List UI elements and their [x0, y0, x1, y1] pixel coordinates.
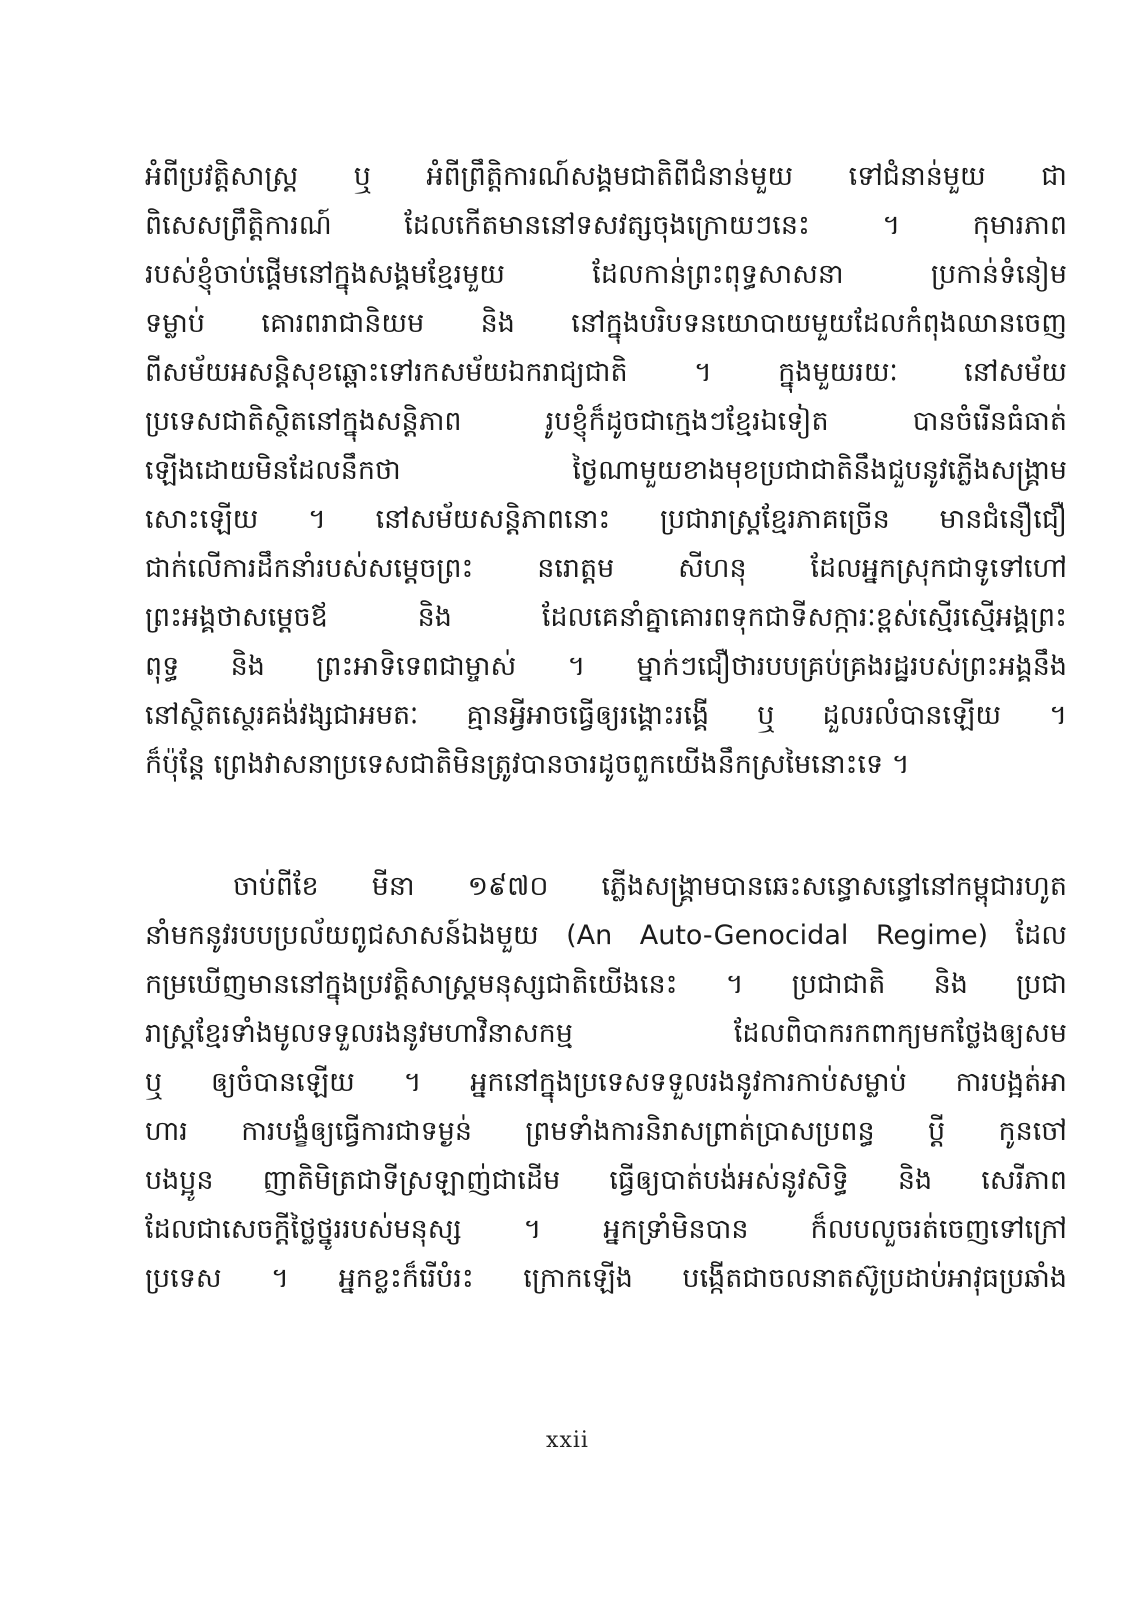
- page-number: xxii: [546, 1428, 589, 1453]
- paragraph-line: ចាប់ពីខែ មីនា ១៩៧០ ភ្លើងសង្គ្រាមបានឆេះសន្ធោសន្ធៅនៅកម្ពុជារហូត: [233, 871, 1067, 902]
- paragraph-line: ជាក់លើការដឹកនាំរបស់សម្តេចព្រះ នរោត្តម សីហនុ ដែលអ្នកស្រុកជាទូទៅហៅ: [145, 553, 1067, 584]
- paragraph-line: ពីសម័យអសន្តិសុខឆ្ពោះទៅរកសម័យឯករាជ្យជាតិ ។ ក្នុងមួយរយៈ នៅសម័យ: [145, 357, 1067, 388]
- paragraph-line: បងប្អូន ញាតិមិត្រជាទីស្រឡាញ់ជាដើម ធ្វើឲ្យបាត់បង់អស់នូវសិទ្ធិ និង សេរីភាព: [145, 1165, 1067, 1196]
- paragraph-line: របស់ខ្ញុំចាប់ផ្តើមនៅក្នុងសង្គមខ្មែរមួយ ដែលកាន់ព្រះពុទ្ធសាសនា ប្រកាន់ទំនៀម: [145, 259, 1067, 290]
- paragraph-line: ហារ ការបង្ខំឲ្យធ្វើការជាទម្ងន់ ព្រមទាំងការនិរាសព្រាត់ប្រាសប្រពន្ធ ប្តី កូនចៅ: [145, 1116, 1067, 1147]
- paragraph-line: រាស្ត្រខ្មែរទាំងមូលទទួលរងនូវមហាវិនាសកម្ម ដែលពិបាករកពាក្យមកថ្លែងឲ្យសម: [145, 1018, 1067, 1049]
- paragraph-1: [145, 152, 1067, 789]
- paragraph-line: សោះឡើយ ។ នៅសម័យសន្តិភាពនោះ ប្រជារាស្ត្រខ្មែរភាគច្រើន មានជំនឿជឿ: [145, 504, 1067, 535]
- paragraph-2: [145, 862, 1067, 1303]
- paragraph-line: ព្រះអង្គថាសម្តេចឪ និង ដែលគេនាំគ្នាគោរពទុកជាទីសក្ការៈខ្ពស់ស្មើរស្មើអង្គព្រះ: [145, 602, 1067, 633]
- paragraph-line: ប្រទេសជាតិស្ថិតនៅក្នុងសន្តិភាព រូបខ្ញុំក៏ដូចជាក្មេងៗខ្មែរឯទៀត បានចំរើនធំធាត់: [145, 406, 1067, 437]
- paragraph-line: ទម្លាប់ គោរពរាជានិយម និង នៅក្នុងបរិបទនយោបាយមួយដែលកំពុងឈានចេញ: [145, 308, 1067, 339]
- paragraph-line: ដែលជាសេចក្តីថ្លៃថ្នូររបស់មនុស្ស ។ អ្នកទ្រាំមិនបាន ក៏លបលួចរត់ចេញទៅក្រៅ: [145, 1214, 1067, 1245]
- paragraph-line: ក៏ប៉ុន្តែ ព្រេងវាសនាប្រទេសជាតិមិនត្រូវបានចារដូចពួកយើងនឹកស្រមៃនោះទេ ។: [145, 749, 910, 780]
- paragraph-line: ឬ ឲ្យចំបានឡើយ ។ អ្នកនៅក្នុងប្រទេសទទួលរងនូវការកាប់សម្លាប់ ការបង្អត់អា: [145, 1067, 1067, 1098]
- paragraph-line: ប្រទេស ។ អ្នកខ្លះក៏រើបំរះ ក្រោកឡើង បង្កើតជាចលនាតស៊ូប្រដាប់អាវុធប្រឆាំង: [145, 1263, 1067, 1294]
- paragraph-line: កម្រឃើញមាននៅក្នុងប្រវត្តិសាស្ត្រមនុស្សជាតិយើងនេះ ។ ប្រជាជាតិ និង ប្រជា: [145, 969, 1067, 1000]
- paragraph-line: នាំមកនូវរបបប្រល័យពូជសាសន៍ឯងមួយ (An Auto-Genocidal Regime) ដែល: [145, 920, 1067, 951]
- paragraph-line: ពិសេសព្រឹត្តិការណ៍ ដែលកើតមាននៅទសវត្សចុងក្រោយៗនេះ ។ កុមារភាព: [145, 210, 1067, 241]
- paragraph-line: ពុទ្ធ និង ព្រះអាទិទេពជាម្ចាស់ ។ ម្នាក់ៗជឿថារបបគ្រប់គ្រងរដ្ឋរបស់ព្រះអង្គនឹង: [145, 651, 1067, 682]
- paragraph-line: ឡើងដោយមិនដែលនឹកថា ថ្ងៃណាមួយខាងមុខប្រជាជាតិនឹងជួបនូវភ្លើងសង្គ្រាម: [145, 455, 1067, 486]
- paragraph-line: អំពីប្រវត្តិសាស្ត្រ ឬ អំពីព្រឹត្តិការណ៍សង្គមជាតិពីជំនាន់មួយ ទៅជំនាន់មួយ ជា: [145, 161, 1067, 192]
- paragraph-line: នៅស្ថិតស្ថេរគង់វង្សជាអមតៈ គ្មានអ្វីអាចធ្វើឲ្យរង្គោះរង្គើ ឬ ដួលរលំបានឡើយ ។: [145, 700, 1067, 731]
